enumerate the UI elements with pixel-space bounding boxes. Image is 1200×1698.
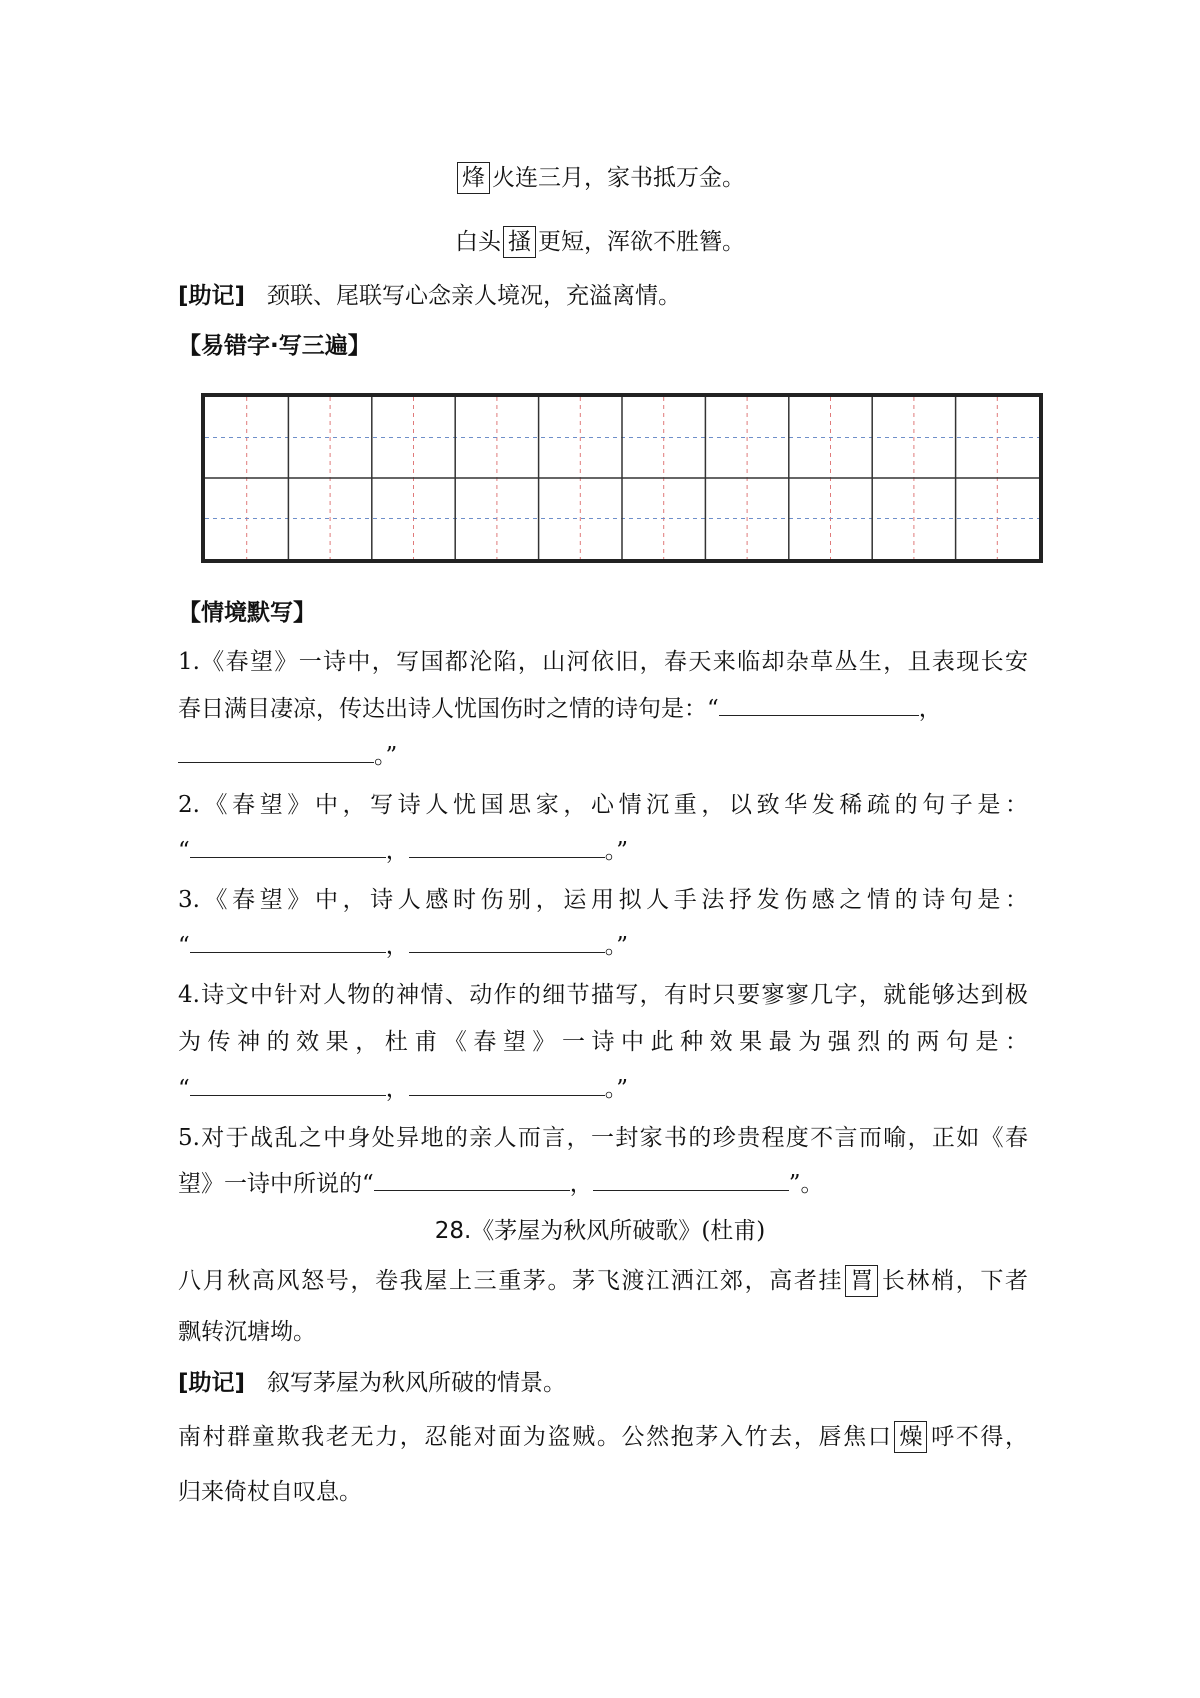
mnemonic-note-2: [助记] 叙写茅屋为秋风所破的情景。 xyxy=(178,1370,566,1396)
boxed-char: 搔 xyxy=(503,226,536,258)
question-3-line-1: 3.《春望》中，诗人感时伤别，运用拟人手法抒发伤感之情的诗句是： xyxy=(178,887,1028,913)
answer-blank[interactable] xyxy=(719,693,919,716)
poem-line-2: 白头 搔 更短，浑欲不胜簪。 xyxy=(0,226,1200,258)
poem2-line-1: 八月秋高风怒号，卷我屋上三重茅。茅飞渡江洒江郊，高者挂 罥 长林梢，下者 xyxy=(178,1265,1028,1297)
answer-blank[interactable] xyxy=(593,1168,789,1191)
section-heading-errors: 【易错字·写三遍】 xyxy=(178,333,371,359)
boxed-char: 烽 xyxy=(457,162,490,194)
section-28-title: 28.《茅屋为秋风所破歌》(杜甫) xyxy=(434,1218,766,1244)
question-4-line-1: 4.诗文中针对人物的神情、动作的细节描写，有时只要寥寥几字，就能够达到极 xyxy=(178,982,1028,1008)
question-3-line-2: “ ， 。” xyxy=(178,930,628,962)
grid-lines xyxy=(205,397,1039,559)
poem2-line-2: 飘转沉塘坳。 xyxy=(178,1319,316,1345)
question-4-line-3: “ ， 。” xyxy=(178,1073,628,1105)
question-5-line-1: 5.对于战乱之中身处异地的亲人而言，一封家书的珍贵程度不言而喻，正如《春 xyxy=(178,1125,1028,1151)
question-2-line-2: “ ， 。” xyxy=(178,835,628,867)
question-1-line-2: 春日满目凄凉，传达出诗人忧国伤时之情的诗句是：“ ， xyxy=(178,693,942,725)
answer-blank[interactable] xyxy=(178,740,374,763)
boxed-char: 罥 xyxy=(845,1265,878,1297)
answer-blank[interactable] xyxy=(374,1168,570,1191)
section-heading-dictation: 【情境默写】 xyxy=(178,600,316,626)
question-2-line-1: 2.《春望》中，写诗人忧国思家，心情沉重，以致华发稀疏的句子是： xyxy=(178,792,1028,818)
answer-blank[interactable] xyxy=(190,930,386,953)
question-5-line-2: 望》一诗中所说的“ ， ”。 xyxy=(178,1168,824,1200)
poem3-line-2: 归来倚杖自叹息。 xyxy=(178,1479,362,1505)
poem3-line-1: 南村群童欺我老无力，忍能对面为盗贼。公然抱茅入竹去，唇焦口 燥 呼不得， xyxy=(178,1421,1028,1453)
question-1-line-3: 。” xyxy=(178,740,397,772)
boxed-char: 燥 xyxy=(894,1421,927,1453)
writing-grid xyxy=(201,393,1043,563)
answer-blank[interactable] xyxy=(190,835,386,858)
poem-line-1: 烽 火连三月，家书抵万金。 xyxy=(0,162,1200,194)
answer-blank[interactable] xyxy=(409,1073,605,1096)
answer-blank[interactable] xyxy=(190,1073,386,1096)
mnemonic-note: [助记] 颈联、尾联写心念亲人境况，充溢离情。 xyxy=(178,283,681,309)
answer-blank[interactable] xyxy=(409,835,605,858)
question-4-line-2: 为传神的效果，杜甫《春望》一诗中此种效果最为强烈的两句是： xyxy=(178,1029,1028,1055)
answer-blank[interactable] xyxy=(409,930,605,953)
question-1-line-1: 1.《春望》一诗中，写国都沦陷，山河依旧，春天来临却杂草丛生，且表现长安 xyxy=(178,649,1028,675)
